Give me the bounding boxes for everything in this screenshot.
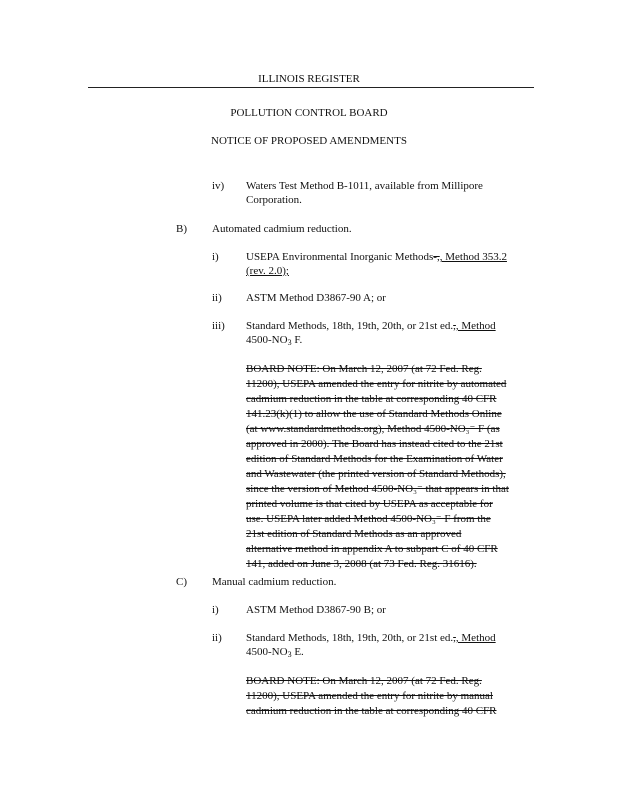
item-b-text: Automated cadmium reduction. <box>212 223 352 235</box>
header-rule <box>88 87 534 88</box>
item-c-ii-label: ii) <box>212 632 222 644</box>
note2-line: cadmium reduction in the table at corresponding 40 CFR <box>246 705 497 717</box>
item-c-text: Manual cadmium reduction. <box>212 576 337 588</box>
item-b-i-label: i) <box>212 251 219 263</box>
item-b-label: B) <box>176 223 187 235</box>
item-c-ii-line2: $4500-NO_3$ E. <box>246 646 304 659</box>
note1-line: approved in 2000). The Board has instead cited to the 21st <box>246 438 503 450</box>
register-title: ILLINOIS REGISTER <box>258 73 360 85</box>
note1-line: 21st edition of Standard Methods as an approved <box>246 528 462 540</box>
note1-line: 11200), USEPA amended the entry for nitrite by automated <box>246 378 507 390</box>
item-b-iii-line1: Standard Methods, 18th, 19th, 20th, or 21st ed.,, Method <box>246 320 496 332</box>
item-b-i-line2: (rev. 2.0); <box>246 265 289 277</box>
board-title: POLLUTION CONTROL BOARD <box>230 107 388 119</box>
item-iv-line2: Corporation. <box>246 194 302 206</box>
item-b-i-line1: USEPA Environmental Inorganic Methods-,, Method 353.2 <box>246 251 507 263</box>
note1-line: alternative method in appendix A to subpart C of 40 CFR <box>246 543 498 555</box>
item-iv-line1: Waters Test Method B-1011, available from Millipore <box>246 180 483 192</box>
note1-line: cadmium reduction in the table at corresponding 40 CFR <box>246 393 497 405</box>
item-b-iii-label: iii) <box>212 320 225 332</box>
item-b-ii-label: ii) <box>212 292 222 304</box>
notice-title: NOTICE OF PROPOSED AMENDMENTS <box>211 135 407 147</box>
note1-line: BOARD NOTE: On March 12, 2007 (at 72 Fed. Reg. <box>246 363 482 375</box>
note1-line: 141, added on June 3, 2008 (at 73 Fed. Reg. 31616). <box>246 558 477 570</box>
note1-line: (at www.standardmethods.org), Method 4500-NO₃⁻ F (as <box>246 423 500 435</box>
note1-line: printed volume is that cited by USEPA as acceptable for <box>246 498 493 510</box>
note1-line: and Wastewater (the printed version of Standard Methods), <box>246 468 506 480</box>
item-b-iii-line2: $4500-NO_3$ F. <box>246 334 303 347</box>
item-c-i-text: ASTM Method D3867-90 B; or <box>246 604 386 616</box>
item-c-ii-line1: Standard Methods, 18th, 19th, 20th, or 21st ed.,, Method <box>246 632 496 644</box>
item-c-label: C) <box>176 576 187 588</box>
item-c-i-label: i) <box>212 604 219 616</box>
note1-line: 141.23(k)(1) to allow the use of Standard Methods Online <box>246 408 502 420</box>
note1-line: edition of Standard Methods for the Examination of Water <box>246 453 503 465</box>
note2-line: BOARD NOTE: On March 12, 2007 (at 72 Fed. Reg. <box>246 675 482 687</box>
note1-line: use. USEPA later added Method 4500-NO₃⁻ F from the <box>246 513 491 525</box>
item-b-ii-text: ASTM Method D3867-90 A; or <box>246 292 386 304</box>
note1-line: since the version of Method 4500-NO₃⁻ that appears in that <box>246 483 509 495</box>
item-iv-label: iv) <box>212 180 225 192</box>
note2-line: 11200), USEPA amended the entry for nitrite by manual <box>246 690 493 702</box>
